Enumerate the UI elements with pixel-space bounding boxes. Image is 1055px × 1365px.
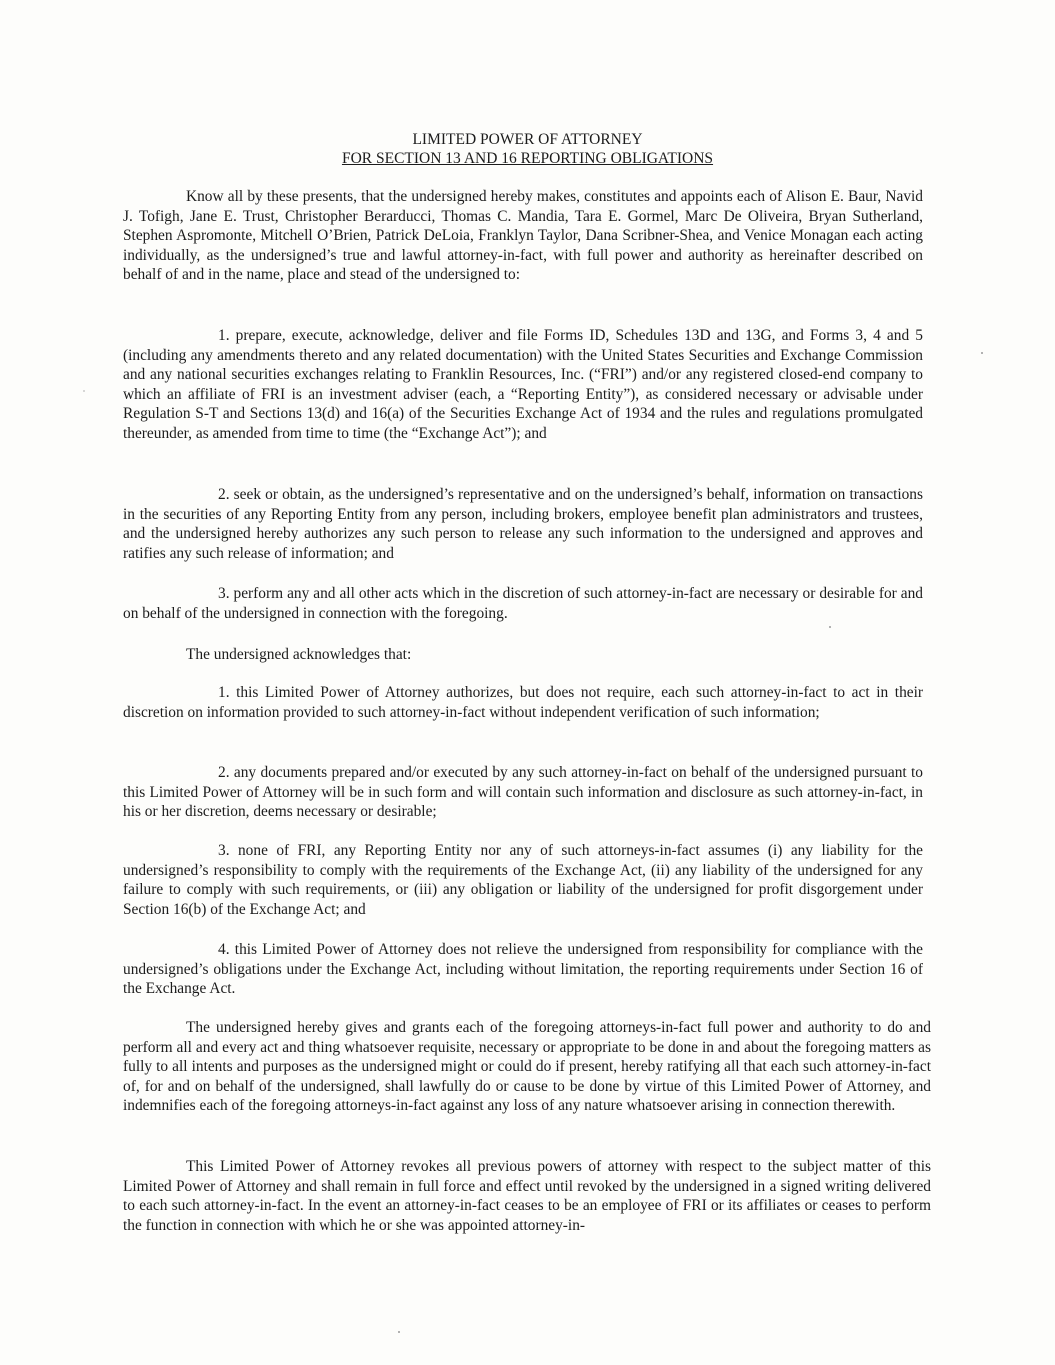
acknowledgement-item-3: 3. none of FRI, any Reporting Entity nor any of such attorneys-in-fact assumes (i) any liability for the undersigned’s responsibility to comply with the requirements of the Exchange Act, (ii) any liability of the undersigned for any failure to comply with such requirements, or (iii) any obligation or liability of the undersigned for profit disgorgement under Section 16(b) of the Exchange Act; and xyxy=(123,842,923,918)
document-subtitle: FOR SECTION 13 AND 16 REPORTING OBLIGATIONS xyxy=(341,150,714,167)
scan-speck xyxy=(398,1331,400,1333)
document-title: LIMITED POWER OF ATTORNEY xyxy=(412,131,643,148)
acknowledgement-item-2: 2. any documents prepared and/or executed by any such attorney-in-fact on behalf of the undersigned pursuant to this Limited Power of Attorney will be in such form and will contain such information and disclosure as such attorney-in-fact, in his or her discretion, deems necessary or desirable; xyxy=(123,764,923,821)
acknowledges-heading: The undersigned acknowledges that: xyxy=(186,646,412,663)
acknowledgement-item-1: 1. this Limited Power of Attorney authorizes, but does not require, each such attorney-in-fact to act in their discretion on information provided to such attorney-in-fact without independent verification of such information; xyxy=(123,684,923,721)
power-item-2: 2. seek or obtain, as the undersigned’s representative and on the undersigned’s behalf, information on transactions in the securities of any Reporting Entity from any person, including brokers, employee benefit plan administrators and trustees, and the undersigned hereby authorizes any such person to release any such information to the undersigned and approves and ratifies any such release of information; and xyxy=(123,486,923,562)
intro-paragraph: Know all by these presents, that the undersigned hereby makes, constitutes and appoints each of Alison E. Baur, Navid J. Tofigh, Jane E. Trust, Christopher Berarducci, Thomas C. Mandia, Tara E. Gormel, Marc De Oliveira, Bryan Sutherland, Stephen Aspromonte, Mitchell O’Brien, Patrick DeLoia, Franklyn Taylor, Dana Scribner-Shea, and Venice Monagan each acting individually, as the undersigned’s true and lawful attorney-in-fact, with full power and authority as hereinafter described on behalf of and in the name, place and stead of the undersigned to: xyxy=(123,188,923,284)
scan-speck xyxy=(829,626,831,628)
scan-speck xyxy=(83,390,85,392)
power-item-3: 3. perform any and all other acts which in the discretion of such attorney-in-fact are necessary or desirable for and on behalf of the undersigned in connection with the foregoing. xyxy=(123,585,923,622)
revocation-paragraph: This Limited Power of Attorney revokes all previous powers of attorney with respect to the subject matter of this Limited Power of Attorney and shall remain in full force and effect until revoked by the undersigned in a signed writing delivered to each such attorney-in-fact. In the event an attorney-in-fact ceases to be an employee of FRI or its affiliates or ceases to perform the function in connection with which he or she was appointed attorney-in- xyxy=(123,1158,931,1234)
power-item-1: 1. prepare, execute, acknowledge, deliver and file Forms ID, Schedules 13D and 13G, and Forms 3, 4 and 5 (including any amendments thereto and any related documentation) with the United States Securities and Exchange Commission and any national securities exchanges relating to Franklin Resources, Inc. (“FRI”) and/or any registered closed-end company to which an affiliate of FRI is an investment adviser (each, a “Reporting Entity”), as considered necessary or advisable under Regulation S-T and Sections 13(d) and 16(a) of the Securities Exchange Act of 1934 and the rules and regulations promulgated thereunder, as amended from time to time (the “Exchange Act”); and xyxy=(123,327,923,442)
grant-paragraph: The undersigned hereby gives and grants each of the foregoing attorneys-in-fact full power and authority to do and perform all and every act and thing whatsoever requisite, necessary or appropriate to be done in and about the foregoing matters as fully to all intents and purposes as the undersigned might or could do if present, hereby ratifying all that each such attorney-in-fact of, for and on behalf of the undersigned, shall lawfully do or cause to be done by virtue of this Limited Power of Attorney, and indemnifies each of the foregoing attorneys-in-fact against any loss of any nature whatsoever arising in connection therewith. xyxy=(123,1019,931,1115)
acknowledgement-item-4: 4. this Limited Power of Attorney does not relieve the undersigned from responsibility for compliance with the undersigned’s obligations under the Exchange Act, including without limitation, the reporting requirements under Section 16 of the Exchange Act. xyxy=(123,941,923,998)
scan-speck xyxy=(981,352,983,354)
